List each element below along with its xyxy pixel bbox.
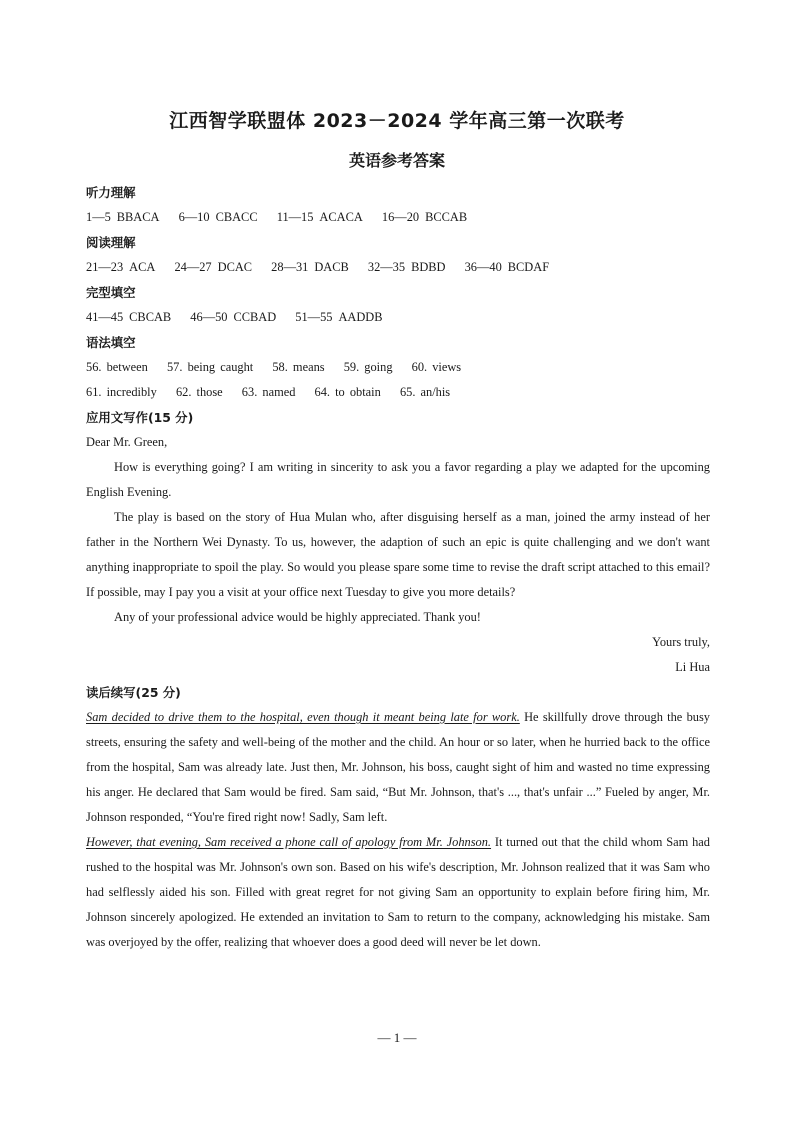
grammar-heading: 语法填空 [86,335,136,350]
listening-answers [86,205,710,230]
answer-range: 1—5 [86,210,111,224]
paragraph-text: He skillfully drove through the busy streets, ensuring the safety and well-being of the mother and the child. An hour or so later, when he hurried back to the office from the hospital, Sam was already late. Just then, Mr. Johnson, his boss, caught sight of him and wasted no time expressing his anger. He declared that Sam would be fired. Sam said, “But Mr. Johnson, that's ..., that's unfair ...” Fueled by anger, Mr. Johnson responded, “You're fired right now! Sadly, Sam left. [86,710,710,824]
grammar-answer: 58. means [272,360,325,374]
letter-signature: Li Hua [675,660,710,674]
cloze-heading: 完型填空 [86,285,136,300]
grammar-answer: 61. incredibly [86,385,157,399]
cloze-answers [86,305,710,330]
reading-answers [86,255,710,280]
answer-range: 28—31 [271,260,309,274]
letter-paragraph-1: How is everything going? I am writing in sincerity to ask you a favor regarding a play we adapted for the upcoming English Evening. [86,460,710,499]
grammar-answer: 56. between [86,360,148,374]
answer-key: DACB [314,260,349,274]
answer-range: 41—45 [86,310,124,324]
answer-key: BCDAF [507,260,550,274]
answer-range: 36—40 [464,260,502,274]
answer-range: 51—55 [295,310,333,324]
answer-range: 16—20 [381,210,420,224]
writing-heading: 应用文写作(15 分) [86,410,194,425]
answer-key: BBACA [116,210,160,224]
letter-salutation: Dear Mr. Green, [86,435,168,449]
continuation-heading: 读后续写(25 分) [86,685,181,700]
answer-key: BCCAB [425,210,468,224]
answer-range: 21—23 [86,260,124,274]
grammar-answers-line-1 [86,355,710,380]
answer-range: 46—50 [190,310,228,324]
answer-key: DCAC [217,260,253,274]
answer-range: 6—10 [178,210,210,224]
grammar-answer: 57. being caught [166,360,254,374]
given-opening-sentence: However, that evening, Sam received a phone call of apology from Mr. Johnson. [86,835,492,849]
answer-key: BDBD [411,260,446,274]
grammar-answer: 65. an/his [399,385,451,399]
letter-closing: Yours truly, [652,635,710,649]
answer-key: ACACA [319,210,363,224]
reading-heading: 阅读理解 [86,235,136,250]
answer-range: 32—35 [367,260,406,274]
answer-key: AADDB [338,310,383,324]
page-number: — 1 — [377,1030,417,1045]
continuation-paragraph-2 [86,830,710,955]
page-subtitle: 英语参考答案 [348,151,445,170]
answer-key: CBCAB [129,310,172,324]
grammar-answers-line-2 [86,380,710,405]
grammar-answer: 59. going [343,360,393,374]
answer-key: ACA [129,260,156,274]
letter-paragraph-3: Any of your professional advice would be highly appreciated. Thank you! [114,610,481,624]
answer-key: CCBAD [233,310,277,324]
page-title: 江西智学联盟体 2023－2024 学年高三第一次联考 [169,110,625,132]
grammar-answer: 60. views [411,360,462,374]
answer-range: 11—15 [276,210,314,224]
grammar-answer: 62. those [175,385,223,399]
answer-content [86,180,710,955]
listening-heading: 听力理解 [86,185,136,200]
given-opening-sentence: Sam decided to drive them to the hospital, even though it meant being late for work. [86,710,520,724]
grammar-answer: 63. named [241,385,296,399]
answer-range: 24—27 [174,260,212,274]
paragraph-text: It turned out that the child whom Sam had rushed to the hospital was Mr. Johnson's own son. Based on his wife's description, Mr. Johnson realized that it was Sam who had selflessly aided his son. Filled with great regret for not giving Sam an opportunity to explain before firing him, Mr. Johnson sincerely apologized. He extended an invitation to Sam to return to the company, acknowledging his mistake. Sam was overjoyed by the offer, realizing that whoever does a good deed will never be let down. [86,835,710,949]
continuation-paragraph-1 [86,705,710,830]
answer-key: CBACC [215,210,258,224]
letter-paragraph-2: The play is based on the story of Hua Mulan who, after disguising herself as a man, joined the army instead of her father in the Northern Wei Dynasty. To us, however, the adaption of such an epic is quite challenging and we don't want anything inappropriate to spoil the play. So would you please spare some time to revise the draft script attached to this email? If possible, may I pay you a visit at your office next Tuesday to give you more details? [86,510,710,599]
grammar-answer: 64. to obtain [314,385,381,399]
